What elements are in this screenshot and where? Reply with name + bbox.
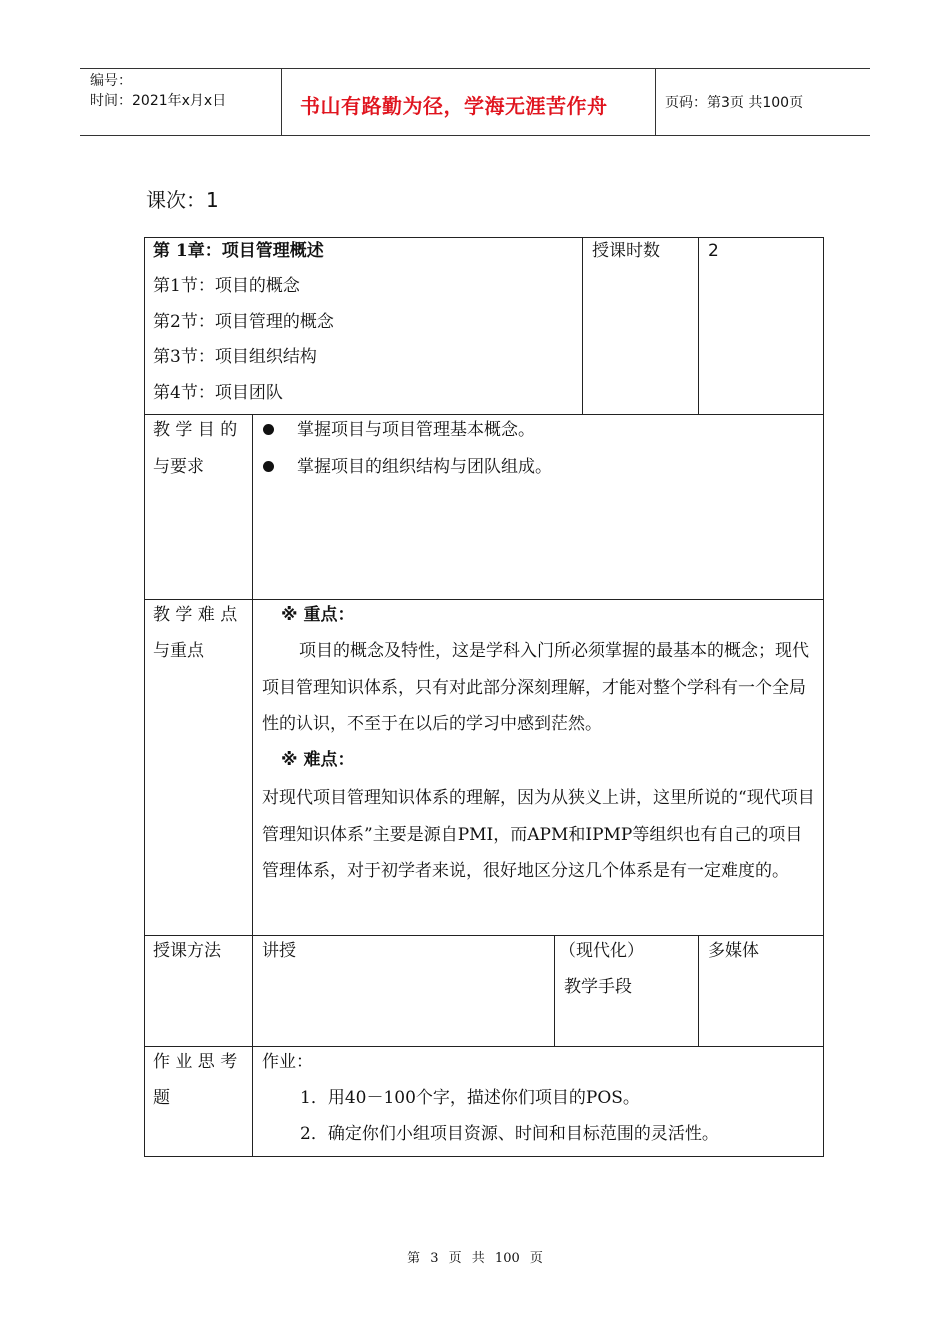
method-value: 讲授 bbox=[262, 941, 296, 961]
table-rule bbox=[144, 1046, 824, 1047]
key-heading-text: 重点： bbox=[303, 605, 355, 625]
section-item: 第1节：项目的概念 bbox=[153, 276, 300, 296]
header-divider-2 bbox=[655, 68, 656, 136]
hours-label: 授课时数 bbox=[592, 241, 660, 261]
key-heading bbox=[281, 597, 354, 633]
homework-item: 1．用40－100个字，描述你们项目的POS。 bbox=[300, 1088, 640, 1108]
table-rule bbox=[698, 237, 699, 414]
bullet-icon bbox=[263, 424, 274, 435]
objectives-label: 教 学 目 的 bbox=[153, 420, 238, 440]
lesson-number: 课次：1 bbox=[146, 188, 219, 212]
section-item: 第4节：项目团队 bbox=[153, 383, 283, 403]
table-rule bbox=[144, 599, 824, 600]
homework-label: 题 bbox=[153, 1088, 170, 1108]
means-value: 多媒体 bbox=[708, 941, 759, 961]
chapter-title: 第 1章：项目管理概述 bbox=[153, 241, 324, 261]
header-page-info: 页码：第3页 共100页 bbox=[665, 95, 804, 111]
table-rule bbox=[698, 935, 699, 1046]
section-item: 第2节：项目管理的概念 bbox=[153, 312, 334, 332]
section-item: 第3节：项目组织结构 bbox=[153, 347, 317, 367]
difficult-text: 对现代项目管理知识体系的理解，因为从狭义上讲，这里所说的“现代项目管理知识体系”主要是源自PMI，而APM和IPMP等组织也有自己的项目管理体系，对于初学者来说，很好地区分这几个体系是有一定难度的。 bbox=[262, 788, 815, 881]
objective-item: 掌握项目与项目管理基本概念。 bbox=[297, 420, 535, 440]
table-rule bbox=[144, 237, 145, 1157]
difficult-heading-text: 难点： bbox=[303, 750, 355, 770]
homework-item: 2．确定你们小组项目资源、时间和目标范围的灵活性。 bbox=[300, 1124, 719, 1144]
homework-label: 作 业 思 考 bbox=[153, 1052, 238, 1072]
means-label: （现代化） bbox=[559, 941, 644, 961]
difficult-heading bbox=[281, 742, 354, 778]
bullet-icon bbox=[263, 461, 274, 472]
lesson-plan-table bbox=[144, 237, 824, 1157]
keypoints-label: 教 学 难 点 bbox=[153, 605, 238, 625]
header-time-label: 时间：2021年x月x日 bbox=[90, 93, 227, 109]
reference-mark-icon: ※ bbox=[281, 750, 298, 770]
key-text: 项目的概念及特性，这是学科入门所必须掌握的最基本的概念；现代项目管理知识体系，只有对此部分深刻理解，才能对整个学科有一个全局性的认识，不至于在以后的学习中感到茫然。 bbox=[262, 641, 809, 734]
table-rule bbox=[582, 237, 583, 414]
keypoints-label: 与重点 bbox=[153, 641, 204, 661]
reference-mark-icon: ※ bbox=[281, 605, 298, 625]
means-label: 教学手段 bbox=[564, 977, 632, 997]
hours-value: 2 bbox=[708, 241, 719, 261]
table-rule bbox=[252, 414, 253, 1157]
objectives-label: 与要求 bbox=[153, 457, 204, 477]
method-label: 授课方法 bbox=[153, 941, 221, 961]
header-number-label: 编号： bbox=[90, 73, 132, 89]
table-rule bbox=[554, 935, 555, 1046]
header-bottom-rule bbox=[80, 135, 870, 136]
header-divider-1 bbox=[281, 68, 282, 136]
page-footer: 第 3 页 共 100 页 bbox=[407, 1251, 543, 1266]
objective-item: 掌握项目的组织结构与团队组成。 bbox=[297, 457, 552, 477]
header-motto: 书山有路勤为径，学海无涯苦作舟 bbox=[300, 94, 608, 118]
header-top-rule bbox=[80, 68, 870, 69]
table-rule bbox=[823, 237, 824, 1157]
table-rule bbox=[144, 1156, 824, 1157]
homework-intro: 作业： bbox=[262, 1052, 313, 1072]
